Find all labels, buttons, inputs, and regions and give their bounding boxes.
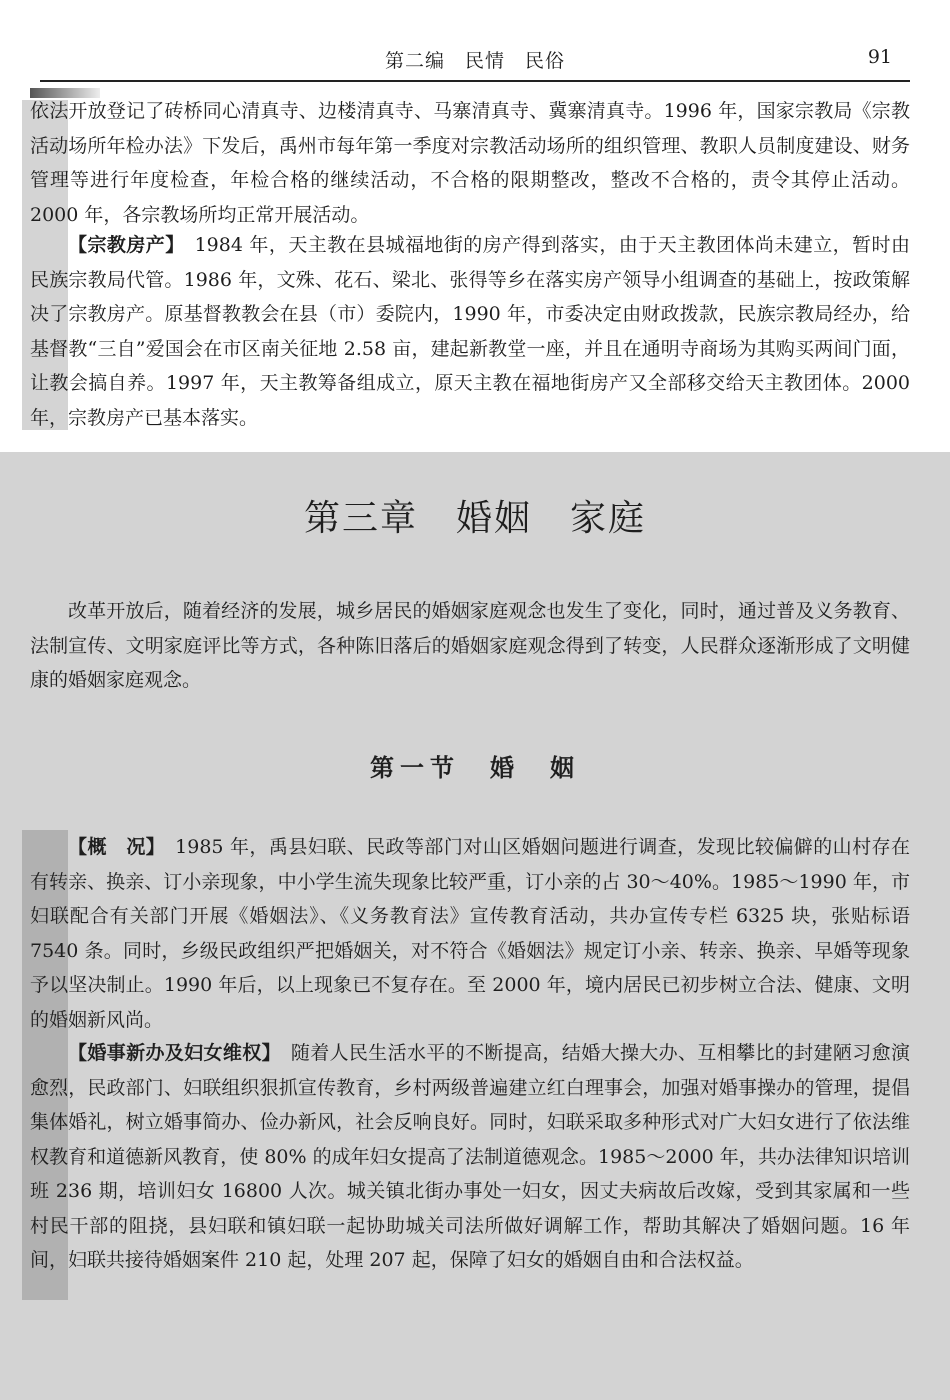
section-title: 第一节 婚 姻	[370, 753, 580, 782]
paragraph-text: 随着人民生活水平的不断提高，结婚大操大办、互相攀比的封建陋习愈演愈烈，民政部门、妇联组织狠抓宣传教育，乡村两级普遍建立红白理事会，加强对婚事操办的管理，提倡集体婚礼，树立婚事简办、俭办新风，社会反响良好。同时，妇联采取多种形式对广大妇女进行了依法维权教育和道德新风教育，使 80% 的成年妇女提高了法制道德观念。1985～2000 年，共办法律知识培训班 236 期，培训妇女 16800 人次。城关镇北街办事处一妇女，因丈夫病故后改嫁，受到其家属和一些村民干部的阻挠，县妇联和镇妇联一起协助城关司法所做好调解工作，帮助其解决了婚姻问题。16 年间，妇联共接待婚姻案件 210 起，处理 207 起，保障了妇女的婚姻自由和合法权益。	[30, 1042, 910, 1271]
entry-label: 【宗教房产】	[68, 234, 176, 256]
chapter-intro	[30, 594, 910, 698]
running-header	[0, 40, 950, 80]
paragraph-religious-sites	[30, 94, 910, 232]
page-number: 91	[867, 46, 892, 68]
paragraph-marriage-reform	[30, 1036, 910, 1278]
paragraph-overview	[30, 830, 910, 1037]
paragraph-text: 1984 年，天主教在县城福地街的房产得到落实，由于天主教团体尚未建立，暂时由民族宗教局代管。1986 年，文殊、花石、梁北、张得等乡在落实房产领导小组调查的基础上，按政策解决了宗教房产。原基督教教会在县（市）委院内，1990 年，市委决定由财政拨款，民族宗教局经办，给基督教“三自”爱国会在市区南关征地 2.58 亩，建起新教堂一座，并且在通明寺商场为其购买两间门面，让教会搞自养。1997 年，天主教筹备组成立，原天主教在福地街房产又全部移交给天主教团体。2000 年，宗教房产已基本落实。	[30, 234, 910, 429]
running-header-title: 第二编 民情 民俗	[384, 50, 565, 72]
header-rule	[40, 80, 910, 82]
entry-label: 【婚事新办及妇女维权】	[68, 1042, 272, 1064]
paragraph-text: 1985 年，禹县妇联、民政等部门对山区婚姻问题进行调查，发现比较偏僻的山村存在有转亲、换亲、订小亲现象，中小学生流失现象比较严重，订小亲的占 30～40%。1985～1990 年，市妇联配合有关部门开展《婚姻法》、《义务教育法》宣传教育活动，共办宣传专栏 6325 块，张贴标语 7540 条。同时，乡级民政组织严把婚姻关，对不符合《婚姻法》规定订小亲、转亲、换亲、早婚等现象予以坚决制止。1990 年后，以上现象已不复存在。至 2000 年，境内居民已初步树立合法、健康、文明的婚姻新风尚。	[30, 836, 910, 1031]
paragraph-text: 改革开放后，随着经济的发展，城乡居民的婚姻家庭观念也发生了变化，同时，通过普及义务教育、法制宣传、文明家庭评比等方式，各种陈旧落后的婚姻家庭观念得到了转变，人民群众逐渐形成了文明健康的婚姻家庭观念。	[30, 600, 910, 691]
paragraph-text: 依法开放登记了砖桥同心清真寺、边楼清真寺、马寨清真寺、冀寨清真寺。1996 年，国家宗教局《宗教活动场所年检办法》下发后，禹州市每年第一季度对宗教活动场所的组织管理、教职人员制度建设、财务管理等进行年度检查，年检合格的继续活动，不合格的限期整改，整改不合格的，责令其停止活动。2000 年，各宗教场所均正常开展活动。	[30, 100, 910, 226]
paragraph-religious-property	[30, 228, 910, 435]
chapter-title: 第三章 婚姻 家庭	[303, 498, 646, 539]
entry-label: 【概 况】	[68, 836, 156, 858]
